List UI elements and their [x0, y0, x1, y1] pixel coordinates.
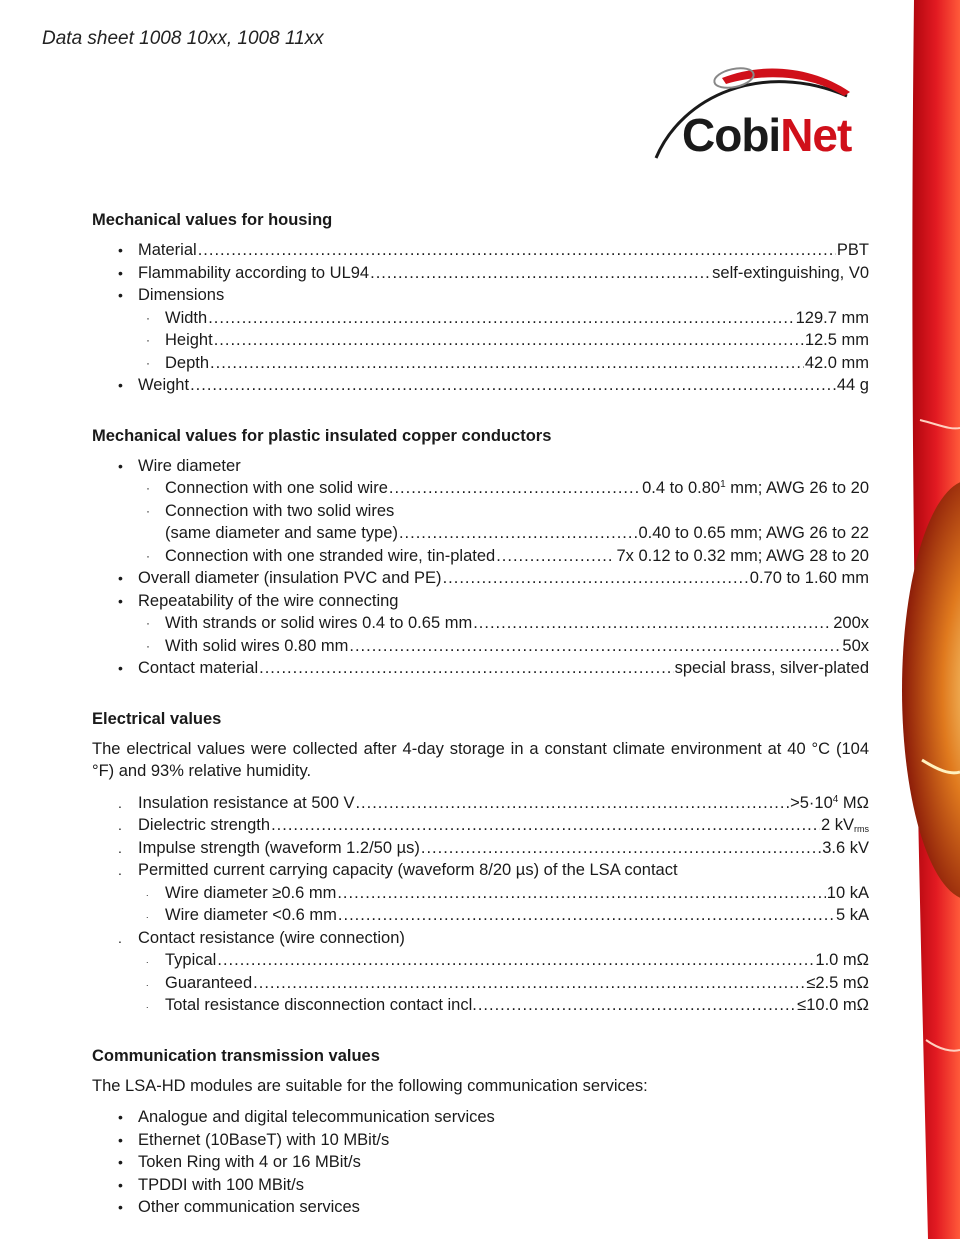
spec-row-two-solid-wires: · Connection with two solid wires: [146, 501, 395, 520]
spec-row-solid-080: · With solid wires 0.80 mm ..... 50x: [92, 635, 869, 658]
cobinet-logo: [652, 56, 867, 166]
section-heading: Electrical values: [92, 709, 222, 728]
list-item: • Analogue and digital telecommunication services: [118, 1108, 495, 1126]
spec-row-insulation: . Insulation resistance at 500 V ..... $>5\cdot 10^4$ MΩ: [92, 792, 869, 815]
spec-row-material: • Material ..... PBT: [92, 239, 869, 262]
section-heading: Mechanical values for housing: [92, 211, 333, 229]
spec-row-wire-lt06: . Wire diameter <0.6 mm ..... 5 kA: [92, 904, 869, 927]
spec-row-guaranteed: . Guaranteed ..... ≤2.5 mΩ: [92, 972, 869, 995]
section-electrical: [92, 707, 869, 1017]
spec-row-impulse: . Impulse strength (waveform 1.2/50 µs) ..... 3.6 kV: [92, 837, 869, 860]
section-communication: [92, 1044, 869, 1219]
decorative-side-band: [900, 0, 960, 1239]
spec-row-depth: · Depth ..... 42.0 mm: [92, 352, 869, 375]
list-item: • Ethernet (10BaseT) with 10 MBit/s: [118, 1130, 390, 1149]
spec-row-stranded-wire: · Connection with one stranded wire, tin-plated ..... 7x 0.12 to 0.32 mm; AWG 28 to 20: [92, 545, 869, 568]
spec-row-total-resistance: . Total resistance disconnection contact incl. ..... ≤10.0 mΩ: [92, 994, 869, 1017]
spec-row-contact-resistance: . Contact resistance (wire connection): [118, 928, 405, 947]
spec-row-flammability: • Flammability according to UL94 ..... self-extinguishing, V0: [92, 262, 869, 285]
document-title: Data sheet 1008 10xx, 1008 11xx: [42, 28, 324, 49]
spec-row-width: · Width ..... 129.7 mm: [92, 307, 869, 330]
logo-text: CobiNet: [682, 109, 852, 161]
spec-row-height: · Height ..... 12.5 mm: [92, 329, 869, 352]
section-heading: Communication transmission values: [92, 1046, 380, 1065]
spec-row-repeatability: • Repeatability of the wire connecting: [118, 591, 399, 610]
list-item: • Token Ring with 4 or 16 MBit/s: [118, 1153, 361, 1171]
spec-row-strands: · With strands or solid wires 0.4 to 0.65 mm ..... 200x: [92, 612, 869, 635]
spec-row-dimensions: • Dimensions: [118, 286, 225, 304]
spec-row-typical: . Typical ..... 1.0 mΩ: [92, 949, 869, 972]
spec-row-overall-diameter: • Overall diameter (insulation PVC and PE) ..... 0.70 to 1.60 mm: [92, 567, 869, 590]
spec-row-weight: • Weight ..... 44 g: [92, 374, 869, 397]
spec-row-one-solid-wire: · Connection with one solid wire ..... 0.4 to 0.80$^1$ mm; AWG 26 to 20: [92, 477, 869, 500]
spec-row-current: . Permitted current carrying capacity (waveform 8/20 µs) of the LSA contact: [118, 861, 678, 879]
list-item: • Other communication services: [118, 1198, 360, 1216]
spec-row-wire-ge06: . Wire diameter ≥0.6 mm ..... 10 kA: [92, 882, 869, 905]
list-item: • TPDDI with 100 MBit/s: [118, 1175, 304, 1194]
spec-row-two-solid-wires-cont: (same diameter and same type) ..... 0.40 to 0.65 mm; AWG 26 to 22: [92, 522, 869, 545]
section-heading: Mechanical values for plastic insulated copper conductors: [92, 426, 552, 445]
section-housing: [92, 208, 869, 397]
spec-row-dielectric: . Dielectric strength ..... 2 $kV_{rms}$: [92, 814, 869, 837]
spec-row-wire-diameter: • Wire diameter: [118, 456, 241, 475]
section-conductors: [92, 424, 869, 680]
electrical-intro: The electrical values were collected after 4-day storage in a constant climate environment at 40 °C (104 °F) and 93% relative humidity.: [92, 739, 869, 780]
main-content: [92, 208, 869, 1246]
spec-row-contact-material: • Contact material ..... special brass, silver-plated: [92, 657, 869, 680]
communication-intro: The LSA-HD modules are suitable for the following communication services:: [92, 1076, 648, 1095]
